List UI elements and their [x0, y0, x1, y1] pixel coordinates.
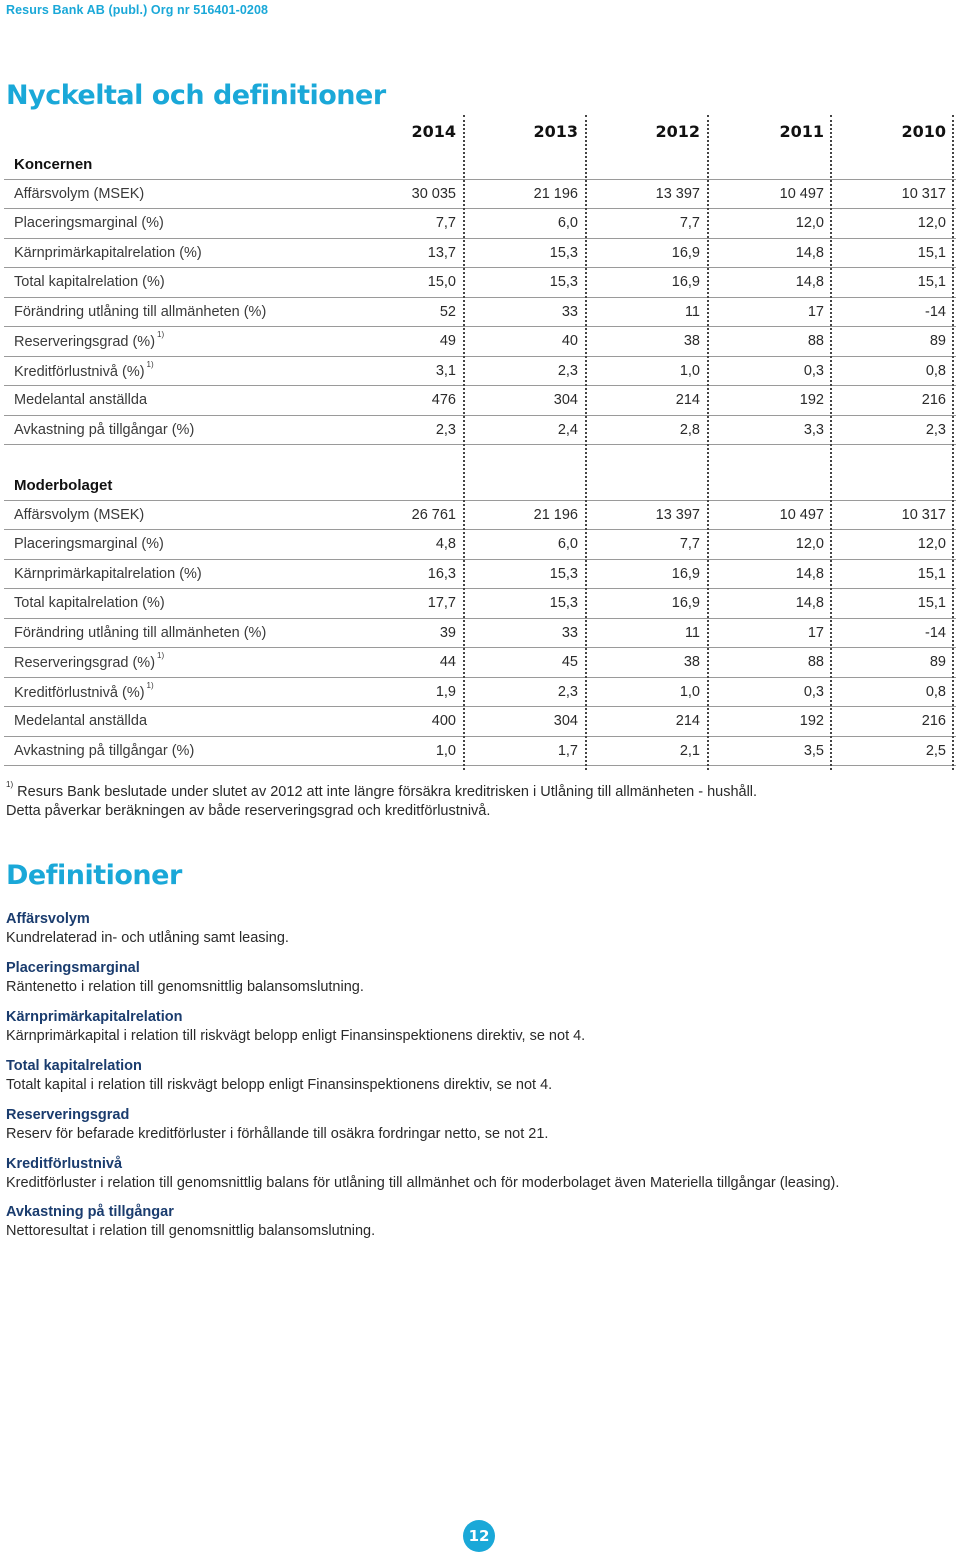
- row-label-text: Förändring utlåning till allmänheten (%): [14, 624, 267, 641]
- cell-value: 11: [684, 624, 700, 641]
- row-label-text: Affärsvolym (MSEK): [14, 185, 145, 202]
- section-heading: [0, 471, 960, 501]
- cell-value: 17,7: [427, 595, 456, 611]
- footnote: [6, 778, 757, 821]
- year-header-2011: 2011: [779, 122, 824, 141]
- definition-item: [6, 910, 946, 948]
- row-label-text: Förändring utlåning till allmänheten (%): [14, 303, 267, 320]
- cell-value: 16,9: [671, 565, 700, 582]
- definition-item: [6, 1057, 946, 1095]
- row-label-text: Medelantal anställda: [14, 713, 148, 729]
- cell-value: 214: [675, 713, 700, 729]
- row-label-text: Kreditförlustnivå (%): [14, 363, 145, 380]
- definition-term: Kreditförlustnivå: [6, 1156, 123, 1172]
- definition-text: Nettoresultat i relation till genomsnittlig balansomslutning.: [6, 1223, 376, 1239]
- row-label-text: Placeringsmarginal (%): [14, 536, 164, 552]
- footnote-marker: 1): [6, 780, 14, 789]
- year-header-2013: 2013: [533, 122, 578, 141]
- document-header: Resurs Bank AB (publ.) Org nr 516401-0208: [6, 3, 269, 17]
- column-separator: [830, 115, 832, 770]
- table-row: [0, 239, 960, 269]
- cell-value: 4,8: [435, 536, 456, 552]
- cell-value: 15,3: [549, 244, 578, 261]
- cell-value: 3,1: [435, 362, 456, 379]
- definition-item: [6, 1155, 946, 1193]
- cell-value: 88: [807, 333, 824, 349]
- definition-text: Totalt kapital i relation till riskvägt belopp enligt Finansinspektionens direktiv, se not 4.: [6, 1077, 553, 1093]
- cell-value: 2,3: [557, 362, 578, 379]
- row-footnote-marker: 1): [157, 330, 165, 339]
- cell-value: 216: [921, 713, 946, 729]
- cell-value: 13 397: [655, 506, 700, 523]
- cell-value: 3,5: [803, 742, 824, 759]
- cell-value: 1,0: [435, 742, 456, 759]
- section-title: Moderbolaget: [14, 477, 113, 494]
- cell-value: 88: [807, 654, 824, 670]
- cell-value: 2,3: [925, 421, 946, 438]
- cell-value: 17: [807, 303, 824, 320]
- column-separator: [585, 115, 587, 770]
- cell-value: 7,7: [435, 215, 456, 231]
- cell-value: 26 761: [411, 506, 456, 523]
- cell-value: 45: [561, 654, 578, 670]
- definition-term: Kärnprimärkapitalrelation: [6, 1009, 183, 1025]
- cell-value: 89: [929, 654, 946, 670]
- column-separator: [463, 115, 465, 770]
- row-label-text: Medelantal anställda: [14, 392, 148, 408]
- cell-value: 15,3: [549, 274, 578, 290]
- cell-value: 7,7: [679, 536, 700, 552]
- cell-value: 400: [431, 713, 456, 729]
- cell-value: 304: [553, 713, 578, 729]
- cell-value: 10 497: [779, 185, 824, 202]
- table-row: [0, 530, 960, 560]
- cell-value: 6,0: [557, 215, 578, 231]
- row-label-text: Placeringsmarginal (%): [14, 215, 164, 231]
- table-row: [0, 416, 960, 446]
- cell-value: 192: [799, 392, 824, 408]
- cell-value: 0,3: [803, 683, 824, 700]
- row-footnote-marker: 1): [146, 359, 154, 369]
- table-row: [0, 589, 960, 619]
- cell-value: 3,3: [803, 421, 824, 438]
- cell-value: 21 196: [533, 506, 578, 523]
- definition-term: Avkastning på tillgångar: [6, 1204, 174, 1220]
- row-label-text: Reserveringsgrad (%): [14, 333, 156, 350]
- table-row: [0, 648, 960, 678]
- cell-value: 14,8: [795, 274, 824, 290]
- definition-text: Reserv för befarade kreditförluster i förhållande till osäkra fordringar netto, se not 21.: [6, 1126, 549, 1142]
- cell-value: 15,1: [917, 595, 946, 611]
- cell-value: 15,3: [549, 595, 578, 611]
- cell-value: 16,9: [671, 274, 700, 290]
- definition-item: [6, 959, 946, 997]
- cell-value: 192: [799, 713, 824, 729]
- table-row: [0, 737, 960, 767]
- row-label: [14, 330, 165, 350]
- cell-value: 15,3: [549, 565, 578, 582]
- cell-value: 44: [439, 654, 456, 670]
- table-row: [0, 180, 960, 210]
- row-divider: [4, 765, 956, 766]
- cell-value: 2,8: [679, 421, 700, 438]
- definition-item: [6, 1008, 946, 1046]
- cell-value: -14: [925, 624, 946, 641]
- footnote-line-2: Detta påverkar beräkningen av både reserveringsgrad och kreditförlustnivå.: [6, 802, 491, 819]
- cell-value: 7,7: [679, 215, 700, 231]
- row-label: [14, 651, 165, 671]
- row-label: [14, 186, 144, 202]
- page-number-badge: 12: [463, 1520, 495, 1552]
- table-row: [0, 501, 960, 531]
- definition-term: Affärsvolym: [6, 911, 90, 927]
- cell-value: 12,0: [795, 215, 824, 231]
- row-label-text: Avkastning på tillgångar (%): [14, 421, 195, 438]
- row-label: [14, 245, 202, 261]
- cell-value: 1,7: [557, 742, 578, 759]
- cell-value: 304: [553, 392, 578, 408]
- row-label: [14, 359, 154, 380]
- footnote-line-1: Resurs Bank beslutade under slutet av 2012 att inte längre försäkra kreditrisken i Utlåning till allmänheten - hushåll.: [17, 783, 758, 800]
- row-label-text: Avkastning på tillgångar (%): [14, 742, 195, 759]
- cell-value: 30 035: [411, 185, 456, 202]
- row-footnote-marker: 1): [146, 680, 154, 690]
- cell-value: 13,7: [427, 244, 456, 261]
- cell-value: 15,1: [917, 244, 946, 261]
- cell-value: 16,9: [671, 595, 700, 611]
- table-row: [0, 560, 960, 590]
- cell-value: 1,0: [679, 683, 700, 700]
- definition-text: Kärnprimärkapital i relation till riskvägt belopp enligt Finansinspektionens direktiv, se not 4.: [6, 1028, 586, 1044]
- cell-value: -14: [925, 303, 946, 320]
- cell-value: 1,0: [679, 362, 700, 379]
- definition-item: [6, 1106, 946, 1144]
- definition-text: Kundrelaterad in- och utlåning samt leasing.: [6, 930, 289, 946]
- page-title: Nyckeltal och definitioner: [6, 80, 386, 111]
- table-row: [0, 327, 960, 357]
- row-label: [14, 680, 154, 701]
- year-header-2012: 2012: [655, 122, 700, 141]
- row-label-text: Kreditförlustnivå (%): [14, 684, 145, 701]
- definition-term: Reserveringsgrad: [6, 1107, 130, 1123]
- cell-value: 0,8: [925, 683, 946, 700]
- row-label: [14, 422, 194, 438]
- table-row: [0, 298, 960, 328]
- row-label-text: Reserveringsgrad (%): [14, 654, 156, 671]
- cell-value: 216: [921, 392, 946, 408]
- cell-value: 13 397: [655, 185, 700, 202]
- row-footnote-marker: 1): [157, 651, 165, 660]
- definition-term: Placeringsmarginal: [6, 960, 140, 976]
- cell-value: 6,0: [557, 536, 578, 552]
- cell-value: 0,8: [925, 362, 946, 379]
- column-separator: [707, 115, 709, 770]
- year-header-2014: 2014: [411, 122, 456, 141]
- cell-value: 2,3: [435, 421, 456, 438]
- cell-value: 40: [561, 333, 578, 349]
- cell-value: 2,3: [557, 683, 578, 700]
- row-label-text: Kärnprimärkapitalrelation (%): [14, 244, 202, 261]
- cell-value: 2,5: [925, 742, 946, 759]
- cell-value: 10 317: [901, 506, 946, 523]
- cell-value: 17: [807, 624, 824, 641]
- cell-value: 11: [684, 303, 700, 320]
- cell-value: 14,8: [795, 595, 824, 611]
- row-label: [14, 625, 266, 641]
- cell-value: 21 196: [533, 185, 578, 202]
- definition-term: Total kapitalrelation: [6, 1058, 142, 1074]
- cell-value: 0,3: [803, 362, 824, 379]
- year-header-2010: 2010: [901, 122, 946, 141]
- section-title: Koncernen: [14, 156, 93, 173]
- cell-value: 33: [561, 303, 578, 320]
- cell-value: 39: [439, 624, 456, 641]
- row-label: [14, 274, 165, 290]
- table-row: [0, 209, 960, 239]
- row-label-text: Affärsvolym (MSEK): [14, 506, 145, 523]
- cell-value: 15,0: [427, 274, 456, 290]
- row-label-text: Total kapitalrelation (%): [14, 595, 165, 611]
- table-row: [0, 678, 960, 708]
- table-row: [0, 386, 960, 416]
- row-label: [14, 536, 164, 552]
- cell-value: 16,3: [427, 565, 456, 582]
- cell-value: 12,0: [917, 215, 946, 231]
- row-label: [14, 392, 147, 408]
- row-label: [14, 215, 164, 231]
- cell-value: 14,8: [795, 244, 824, 261]
- cell-value: 1,9: [435, 683, 456, 700]
- table-row: [0, 619, 960, 649]
- cell-value: 33: [561, 624, 578, 641]
- cell-value: 15,1: [917, 274, 946, 290]
- cell-value: 10 497: [779, 506, 824, 523]
- cell-value: 89: [929, 333, 946, 349]
- cell-value: 214: [675, 392, 700, 408]
- definition-text: Kreditförluster i relation till genomsnittlig balans för utlåning till allmänhet och för moderbolaget även Materiella tillgångar (leasing).: [6, 1175, 840, 1191]
- table-row: [0, 357, 960, 387]
- row-label: [14, 304, 266, 320]
- row-divider: [4, 444, 956, 445]
- cell-value: 476: [431, 392, 456, 408]
- cell-value: 38: [683, 654, 700, 670]
- table-row: [0, 268, 960, 298]
- section-heading: [0, 150, 960, 180]
- table-row: [0, 707, 960, 737]
- definition-item: [6, 1203, 946, 1241]
- cell-value: 52: [439, 303, 456, 320]
- row-label: [14, 566, 202, 582]
- cell-value: 12,0: [795, 536, 824, 552]
- cell-value: 49: [439, 333, 456, 349]
- definitions-title: Definitioner: [6, 860, 182, 891]
- row-label: [14, 595, 165, 611]
- cell-value: 15,1: [917, 565, 946, 582]
- row-label: [14, 743, 194, 759]
- cell-value: 10 317: [901, 185, 946, 202]
- definition-text: Räntenetto i relation till genomsnittlig balansomslutning.: [6, 979, 364, 995]
- cell-value: 12,0: [917, 536, 946, 552]
- row-label: [14, 507, 144, 523]
- column-separator: [952, 115, 954, 770]
- cell-value: 2,1: [679, 742, 700, 759]
- cell-value: 16,9: [671, 244, 700, 261]
- cell-value: 38: [683, 333, 700, 349]
- row-label-text: Total kapitalrelation (%): [14, 274, 165, 290]
- row-label-text: Kärnprimärkapitalrelation (%): [14, 565, 202, 582]
- cell-value: 14,8: [795, 565, 824, 582]
- row-label: [14, 713, 147, 729]
- year-header-row: [0, 116, 960, 146]
- cell-value: 2,4: [557, 421, 578, 438]
